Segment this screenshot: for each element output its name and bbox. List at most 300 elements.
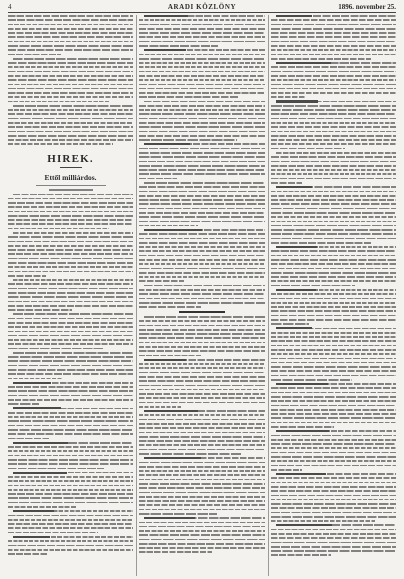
text-line	[8, 365, 133, 367]
text-line	[271, 546, 396, 548]
news-item	[139, 229, 265, 282]
text-line	[271, 503, 396, 505]
text-line	[271, 203, 396, 205]
item-headline	[144, 410, 198, 412]
text-line	[139, 105, 265, 107]
text-line	[271, 302, 396, 304]
text-line	[8, 28, 133, 30]
item-headline	[144, 143, 190, 145]
text-line	[8, 335, 133, 337]
paragraph	[8, 15, 133, 55]
text-line	[139, 522, 265, 524]
text-line	[139, 329, 265, 331]
text-line	[139, 169, 265, 171]
text-line	[271, 169, 396, 171]
item-headline	[144, 457, 201, 459]
article-title: Ettől milliárdos.	[44, 173, 97, 183]
news-item	[8, 536, 133, 555]
text-line	[139, 259, 265, 261]
text-line	[139, 54, 265, 56]
text-line	[139, 346, 265, 348]
text-line	[8, 75, 133, 77]
text-line	[139, 397, 265, 399]
text-line	[139, 66, 265, 68]
text-line	[139, 199, 265, 201]
item-headline	[144, 15, 188, 17]
text-line	[271, 276, 396, 278]
text-line	[271, 285, 355, 287]
text-line	[139, 367, 265, 369]
text-line	[139, 483, 265, 485]
text-line	[8, 450, 133, 452]
text-line	[271, 191, 396, 193]
text-line	[271, 229, 396, 231]
text-line	[271, 426, 334, 428]
text-line	[139, 246, 265, 248]
text-line	[271, 447, 396, 449]
text-line	[139, 509, 265, 511]
text-line	[271, 516, 396, 518]
item-headline	[276, 430, 329, 432]
text-line	[13, 408, 133, 410]
text-line	[139, 414, 265, 416]
text-line	[8, 322, 133, 324]
text-line	[8, 468, 104, 470]
text-line	[8, 113, 133, 115]
text-line	[8, 66, 133, 68]
paragraph	[271, 152, 396, 184]
text-line	[271, 58, 371, 60]
text-line	[276, 430, 396, 432]
paragraph	[8, 279, 133, 311]
text-line	[271, 332, 396, 334]
text-line	[271, 88, 396, 90]
text-line	[8, 258, 133, 260]
text-line	[271, 477, 396, 479]
text-line	[8, 532, 98, 534]
text-line	[271, 118, 396, 120]
text-line	[8, 339, 133, 341]
text-line	[271, 486, 396, 488]
text-line	[139, 372, 265, 374]
text-line	[271, 460, 396, 462]
column-2	[139, 15, 265, 577]
text-line	[271, 148, 345, 150]
text-line	[144, 101, 265, 103]
news-item	[139, 410, 265, 455]
text-line	[139, 440, 265, 442]
text-line	[276, 289, 396, 291]
text-line	[271, 554, 331, 556]
text-line	[8, 502, 133, 504]
text-line	[13, 382, 133, 384]
text-line	[271, 298, 396, 300]
news-item	[8, 510, 133, 533]
text-line	[271, 358, 396, 360]
text-line	[8, 463, 133, 465]
text-line	[8, 283, 133, 285]
column-divider	[268, 15, 269, 576]
text-line	[139, 479, 265, 481]
text-line	[139, 526, 265, 528]
text-line	[8, 275, 46, 277]
item-headline	[276, 383, 328, 385]
text-line	[139, 393, 265, 395]
text-line	[139, 466, 265, 468]
text-line	[13, 105, 133, 107]
text-line	[8, 219, 133, 221]
text-line	[271, 336, 396, 338]
text-line	[271, 537, 396, 539]
text-line	[36, 185, 106, 187]
text-line	[8, 19, 133, 21]
text-line	[139, 58, 265, 60]
news-item	[139, 517, 265, 553]
text-line	[139, 355, 201, 357]
text-line	[271, 208, 396, 210]
text-line	[8, 369, 133, 371]
item-headline	[276, 289, 316, 291]
text-line	[8, 438, 49, 440]
item-headline	[276, 186, 312, 188]
text-line	[144, 182, 265, 184]
text-line	[144, 517, 265, 519]
text-line	[139, 551, 212, 553]
text-line	[271, 66, 396, 68]
text-line	[271, 353, 396, 355]
text-line	[271, 533, 396, 535]
text-line	[8, 135, 133, 137]
text-line	[8, 45, 133, 47]
text-line	[13, 194, 133, 196]
text-line	[139, 419, 265, 421]
news-item	[271, 524, 396, 556]
text-line	[8, 54, 61, 56]
text-line	[271, 439, 396, 441]
text-line	[139, 165, 265, 167]
text-line	[139, 195, 265, 197]
news-item	[8, 442, 133, 469]
text-line	[8, 202, 133, 204]
newspaper-title: ARADI KÖZLÖNY	[167, 3, 237, 11]
text-line	[271, 32, 396, 34]
text-line	[271, 84, 396, 86]
text-line	[144, 285, 265, 287]
text-line	[276, 524, 396, 526]
text-line	[139, 126, 265, 128]
text-line	[139, 216, 265, 218]
text-line	[271, 272, 396, 274]
text-line	[8, 515, 133, 517]
text-line	[8, 386, 133, 388]
text-line	[139, 492, 265, 494]
text-line	[139, 474, 265, 476]
paragraph	[8, 352, 133, 379]
item-headline	[276, 246, 317, 248]
item-headline	[144, 517, 195, 519]
news-item	[8, 472, 133, 508]
item-headline	[13, 382, 51, 384]
text-line	[139, 298, 265, 300]
text-line	[271, 92, 396, 94]
text-line	[13, 352, 133, 354]
text-line	[271, 242, 371, 244]
text-line	[8, 143, 113, 145]
text-line	[139, 113, 265, 115]
text-line	[271, 490, 396, 492]
news-item	[271, 62, 396, 98]
text-line	[271, 182, 302, 184]
news-item	[271, 328, 396, 381]
text-line	[139, 255, 265, 257]
text-line	[8, 84, 133, 86]
text-line	[8, 288, 133, 290]
text-line	[271, 323, 309, 325]
item-headline	[13, 442, 68, 444]
text-line	[139, 385, 265, 387]
news-item	[8, 408, 133, 440]
text-line	[139, 75, 265, 77]
text-line	[139, 436, 265, 438]
text-line	[13, 313, 133, 315]
text-line	[271, 173, 396, 175]
text-line	[139, 32, 265, 34]
text-line	[271, 36, 396, 38]
text-line	[139, 389, 265, 391]
text-line	[144, 457, 265, 459]
text-line	[271, 319, 396, 321]
text-line	[271, 310, 396, 312]
text-line	[271, 495, 396, 497]
text-line	[8, 420, 133, 422]
text-line	[8, 126, 133, 128]
text-line	[139, 500, 265, 502]
text-line	[271, 550, 396, 552]
text-line	[276, 101, 396, 103]
page-number: 4	[8, 3, 12, 11]
text-line	[8, 198, 133, 200]
text-line	[8, 206, 133, 208]
text-line	[144, 316, 265, 318]
text-line	[139, 302, 265, 304]
section-heading: HIREK.	[47, 153, 94, 166]
text-line	[139, 423, 265, 425]
text-line	[8, 118, 133, 120]
text-line	[271, 135, 396, 137]
text-line	[271, 139, 396, 141]
text-line	[8, 540, 133, 542]
paragraph	[139, 101, 265, 141]
text-line	[144, 49, 265, 51]
text-line	[271, 349, 396, 351]
text-line	[271, 238, 396, 240]
paragraph	[8, 194, 133, 230]
paragraph	[139, 316, 265, 356]
text-line	[139, 208, 265, 210]
text-line	[8, 523, 133, 525]
text-line	[271, 400, 396, 402]
text-line	[139, 41, 265, 43]
text-line	[139, 19, 265, 21]
text-line	[271, 41, 396, 43]
news-item	[139, 15, 265, 47]
text-line	[8, 253, 133, 255]
text-line	[8, 271, 133, 273]
text-line	[8, 215, 133, 217]
text-line	[139, 402, 265, 404]
text-line	[276, 152, 396, 154]
news-item	[271, 430, 396, 470]
text-line	[139, 547, 265, 549]
text-line	[139, 534, 265, 536]
column-3	[271, 15, 396, 577]
text-line	[271, 370, 396, 372]
text-line	[271, 379, 352, 381]
text-line	[271, 233, 396, 235]
text-line	[8, 497, 133, 499]
text-line	[271, 280, 396, 282]
text-line	[271, 435, 396, 437]
text-line	[8, 545, 133, 547]
text-line	[8, 318, 133, 320]
masthead-rule	[8, 12, 396, 13]
text-line	[8, 296, 133, 298]
text-line	[8, 326, 133, 328]
text-line	[139, 191, 265, 193]
text-line	[8, 49, 133, 51]
text-line	[271, 469, 302, 471]
text-line	[139, 161, 265, 163]
text-line	[139, 242, 265, 244]
text-line	[8, 360, 133, 362]
text-line	[8, 24, 133, 26]
text-line	[271, 443, 396, 445]
text-line	[8, 305, 133, 307]
text-line	[139, 268, 265, 270]
text-line	[8, 429, 133, 431]
text-line	[271, 250, 396, 252]
text-line	[8, 92, 133, 94]
item-headline	[144, 229, 202, 231]
text-line	[139, 152, 265, 154]
text-line	[271, 512, 396, 514]
text-line	[8, 493, 133, 495]
text-line	[139, 444, 265, 446]
text-line	[271, 465, 396, 467]
text-line	[139, 221, 265, 223]
text-line	[139, 539, 265, 541]
text-line	[271, 387, 396, 389]
text-line	[271, 268, 396, 270]
text-line	[139, 156, 265, 158]
paragraph	[8, 232, 133, 277]
text-line	[271, 293, 396, 295]
text-line	[8, 356, 133, 358]
text-line	[13, 279, 133, 281]
text-line	[8, 223, 133, 225]
text-line	[8, 109, 133, 111]
text-line	[271, 499, 396, 501]
text-line	[8, 373, 133, 375]
item-headline	[13, 536, 50, 538]
text-line	[271, 178, 396, 180]
text-line	[271, 405, 396, 407]
text-line	[139, 320, 265, 322]
text-line	[271, 71, 396, 73]
text-line	[8, 36, 133, 38]
text-line	[8, 549, 133, 551]
text-line	[139, 427, 265, 429]
item-headline	[13, 510, 54, 512]
text-line	[139, 28, 265, 30]
news-item	[139, 143, 265, 179]
text-line	[8, 101, 109, 103]
text-line	[8, 553, 48, 555]
text-line	[139, 79, 265, 81]
text-line	[271, 456, 396, 458]
text-line	[276, 473, 396, 475]
text-line	[139, 92, 265, 94]
news-item	[271, 15, 396, 60]
text-line	[276, 328, 396, 330]
text-line	[139, 406, 181, 408]
text-line	[8, 378, 63, 380]
text-line	[144, 410, 265, 412]
text-line	[8, 309, 72, 311]
text-line	[139, 203, 265, 205]
item-heading	[179, 311, 225, 313]
text-line	[139, 135, 265, 137]
text-line	[139, 289, 265, 291]
text-line	[271, 542, 396, 544]
news-item	[271, 383, 396, 428]
text-line	[13, 442, 133, 444]
column-1	[8, 15, 133, 577]
text-line	[139, 272, 265, 274]
text-line	[8, 425, 133, 427]
text-line	[271, 362, 396, 364]
text-line	[139, 462, 265, 464]
text-line	[8, 476, 133, 478]
text-line	[271, 161, 396, 163]
text-line	[8, 15, 133, 17]
text-line	[271, 255, 396, 257]
text-line	[139, 325, 265, 327]
text-line	[139, 449, 265, 451]
text-line	[8, 71, 133, 73]
text-line	[271, 143, 396, 145]
item-headline	[276, 473, 326, 475]
text-line	[8, 395, 133, 397]
text-line	[139, 513, 217, 515]
text-line	[276, 383, 396, 385]
text-line	[139, 212, 265, 214]
text-line	[139, 225, 198, 227]
text-line	[8, 266, 133, 268]
text-line	[8, 245, 133, 247]
text-line	[139, 504, 265, 506]
text-line	[139, 263, 265, 265]
text-line	[139, 84, 265, 86]
text-line	[8, 41, 133, 43]
text-line	[271, 45, 396, 47]
text-line	[8, 62, 133, 64]
text-line	[8, 96, 133, 98]
text-line	[139, 96, 239, 98]
text-line	[144, 15, 265, 17]
text-line	[139, 24, 265, 26]
text-line	[8, 485, 133, 487]
